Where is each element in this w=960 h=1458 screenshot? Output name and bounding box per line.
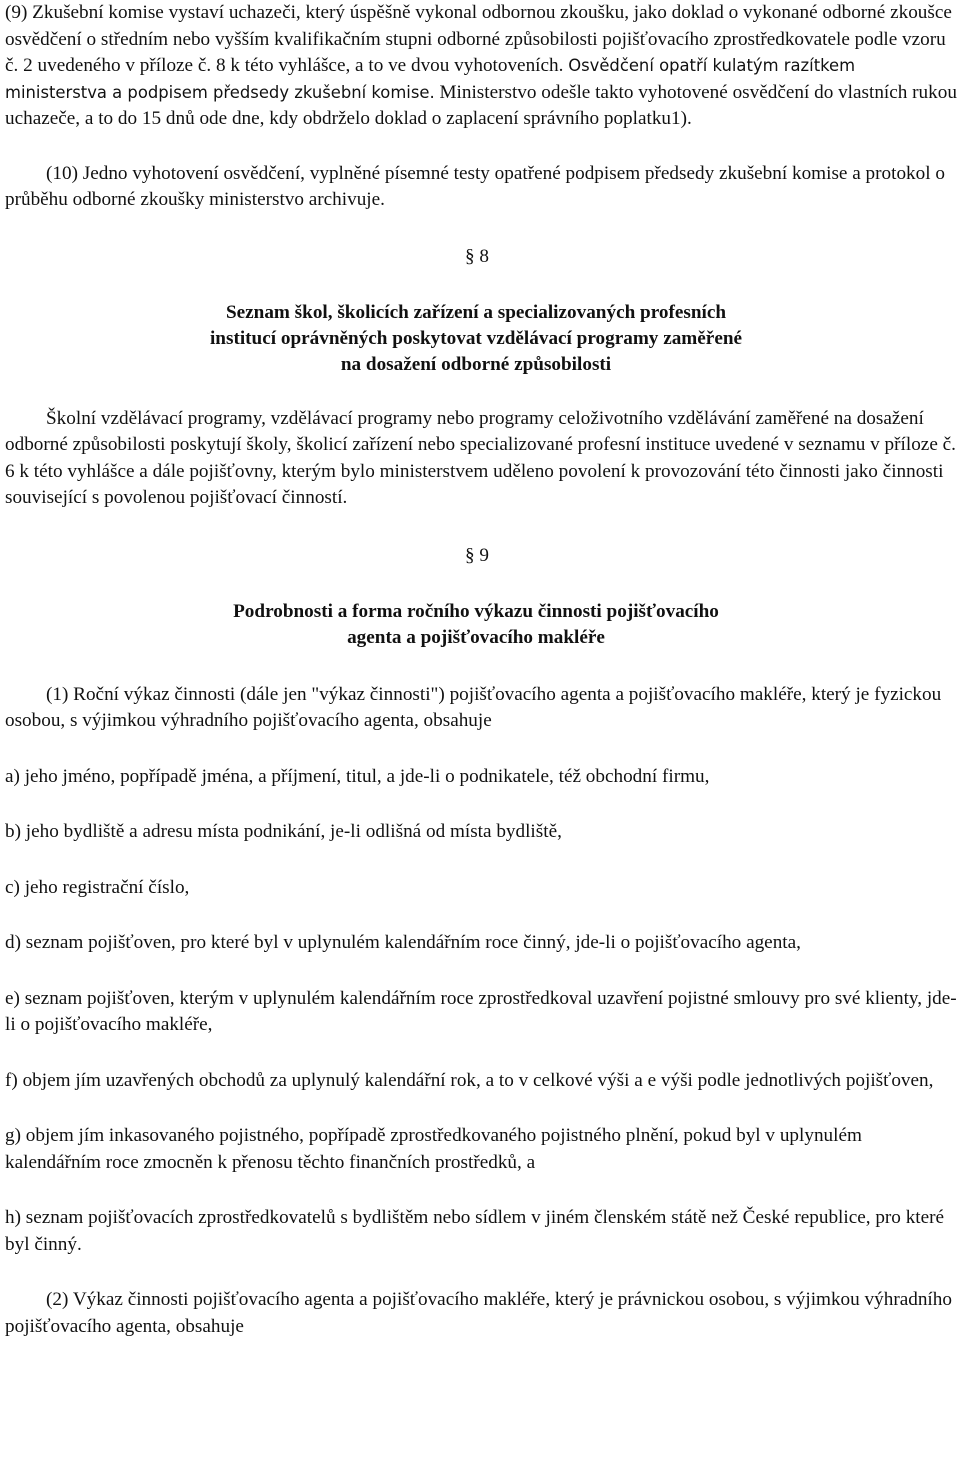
- list-item-g: g) objem jím inkasovaného pojistného, popřípadě zprostředkovaného pojistného plnění, pokud byl v uplynulém kalendářním roce zmocněn k přenosu těchto finančních prostředků, a: [5, 1125, 862, 1173]
- section-9-mark: § 9: [465, 544, 489, 566]
- list-item-f: f) objem jím uzavřených obchodů za uplynulý kalendářní rok, a to v celkové výši a e výši podle jednotlivých pojišťoven,: [5, 1069, 934, 1091]
- paragraph-9: [5, 0, 957, 133]
- list-item-b: b) jeho bydliště a adresu místa podnikání, je-li odlišná od místa bydliště,: [5, 821, 562, 842]
- list-item-h: h) seznam pojišťovacích zprostředkovatelů s bydlištěm nebo sídlem v jiném členském státě než České republice, pro které byl činný.: [5, 1207, 945, 1255]
- paragraph-10: (10) Jedno vyhotovení osvědčení, vyplněné písemné testy opatřené podpisem předsedy zkušební komise a protokol o průběhu odborné zkoušky ministerstvo archivuje.: [5, 162, 945, 210]
- list-item-a: a) jeho jméno, popřípadě jména, a příjmení, titul, a jde-li o podnikatele, též obchodní firmu,: [5, 765, 710, 787]
- section-9-heading: [5, 599, 957, 651]
- list-item-d: d) seznam pojišťoven, pro které byl v uplynulém kalendářním roce činný, jde-li o pojišťovacího agenta,: [5, 932, 801, 953]
- section-8-heading: [5, 300, 957, 378]
- section-8-mark: § 8: [465, 245, 489, 267]
- paragraph-9-part-1: (9) Zkušební komise vystaví uchazeči, který úspěšně vykonal odbornou zkoušku, jako doklad o vykonané odborné zkoušce osvědčení o středním nebo vyšším kvalifikačním stupni odborné způsobilosti pojišťovacího zprostředkovatele podle vzoru č. 2 uvedeného v příloze č. 8 k této vyhlášce, a to ve dvou vyhotoveních.: [5, 2, 952, 76]
- list-item-e: e) seznam pojišťoven, kterým v uplynulém kalendářním roce zprostředkoval uzavření pojistné smlouvy pro své klienty, jde-li o pojišťovacího makléře,: [5, 987, 957, 1035]
- document-page: [5, 0, 957, 1340]
- section-9-heading-line-1: Podrobnosti a forma ročního výkazu činnosti pojišťovacího: [233, 600, 719, 622]
- section-9-heading-line-2: agenta a pojišťovacího makléře: [347, 626, 605, 648]
- paragraph-9-part-3: Ministerstvo odešle takto vyhotovené osvědčení do vlastních rukou uchazeče, a to do 15 dnů ode dne, kdy obdrželo doklad o zaplacení správního poplatku1).: [5, 81, 957, 129]
- section-9-paragraph-2: (2) Výkaz činnosti pojišťovacího agenta a pojišťovacího makléře, který je právnickou osobou, s výjimkou výhradního pojišťovacího agenta, obsahuje: [5, 1289, 952, 1337]
- section-8-heading-line-3: na dosažení odborné způsobilosti: [340, 353, 612, 375]
- section-8-heading-line-2: institucí oprávněných poskytovat vzdělávací programy zaměřené: [209, 327, 743, 349]
- paragraph-9-part-2: Osvědčení opatří kulatým razítkem ministerstva a podpisem předsedy zkušební komise.: [5, 56, 856, 102]
- section-9-paragraph-1: (1) Roční výkaz činnosti (dále jen "výkaz činnosti") pojišťovacího agenta a pojišťovacího makléře, který je fyzickou osobou, s výjimkou výhradního pojišťovacího agenta, obsahuje: [5, 683, 942, 731]
- section-8-text: Školní vzdělávací programy, vzdělávací programy nebo programy celoživotního vzdělávání zaměřené na dosažení odborné způsobilosti poskytují školy, školicí zařízení nebo specializované profesní instituce uvedené v seznamu v příloze č. 6 k této vyhlášce a dále pojišťovny, kterým bylo ministerstvem uděleno povolení k provozování této činnosti jako činnosti související s povolenou pojišťovací činností.: [5, 407, 956, 508]
- list-item-c: c) jeho registrační číslo,: [5, 876, 190, 898]
- section-8-heading-line-1: Seznam škol, školicích zařízení a specializovaných profesních: [225, 301, 727, 323]
